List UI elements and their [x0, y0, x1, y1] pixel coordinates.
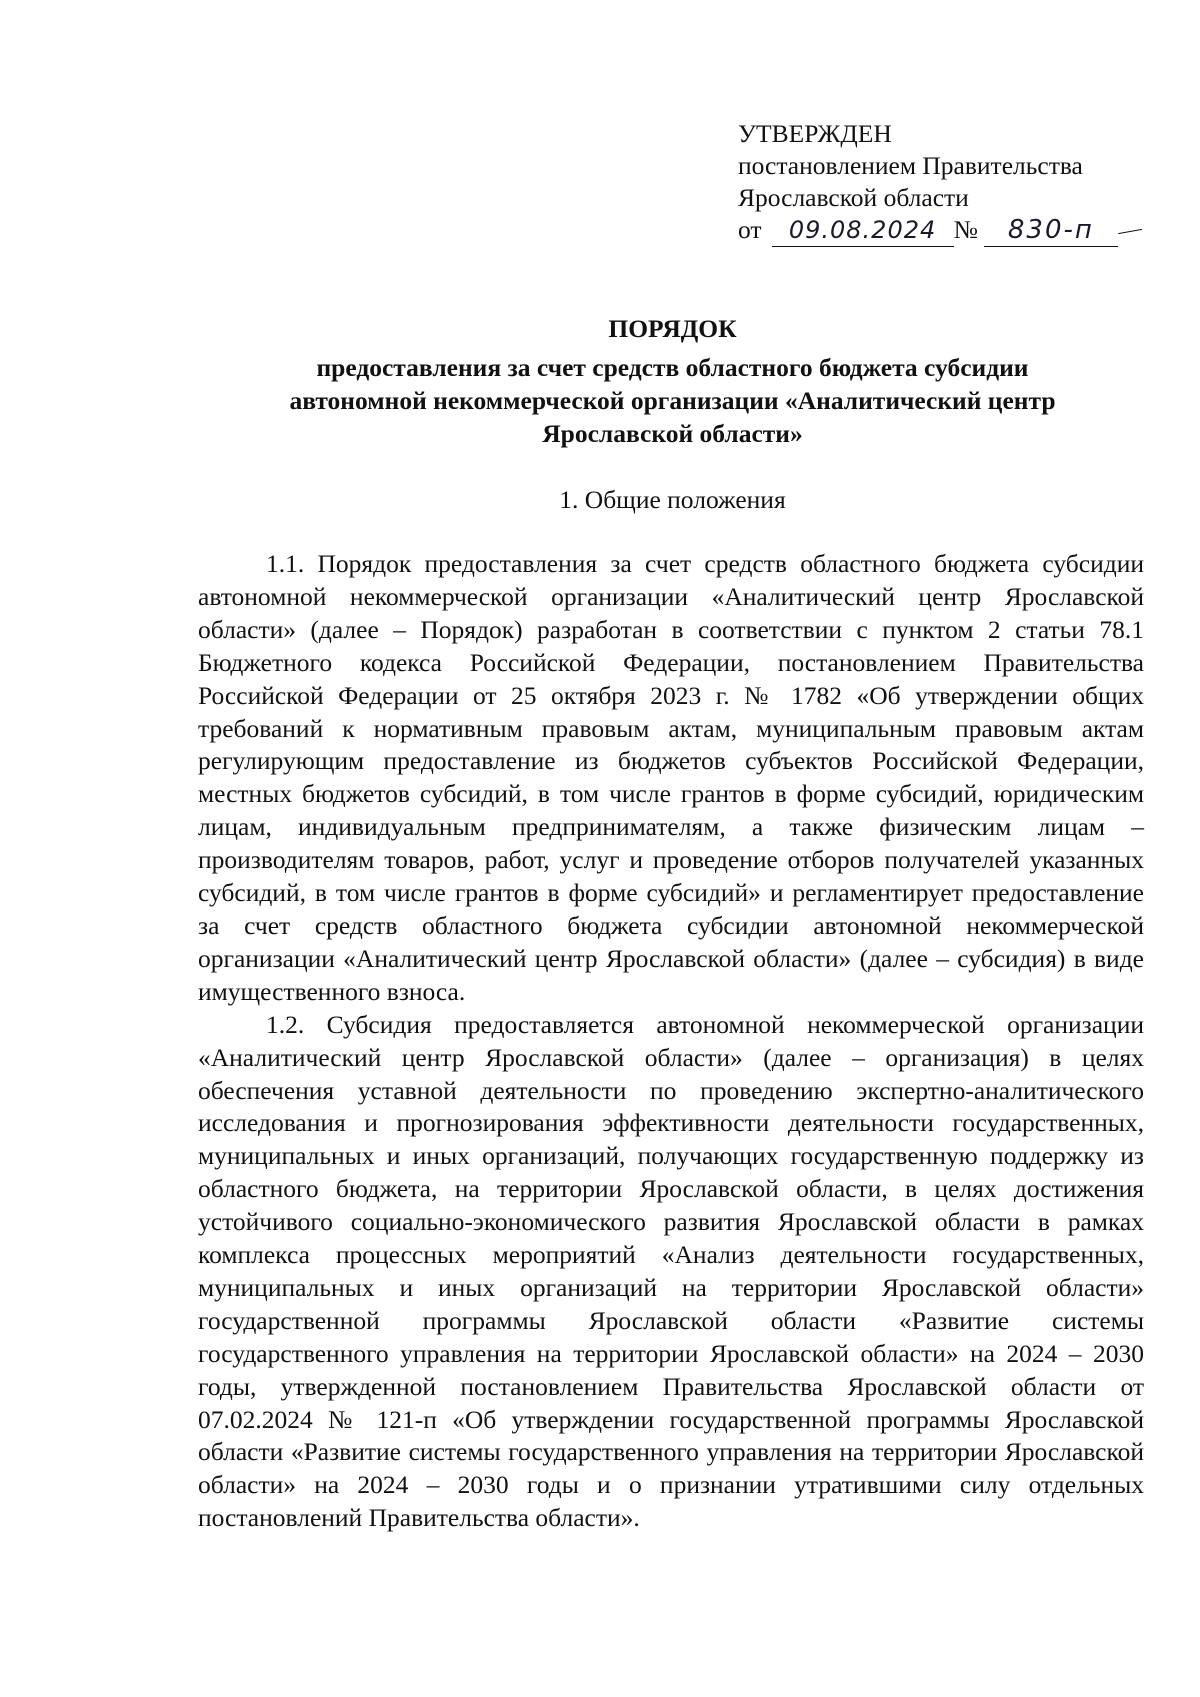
document-body — [198, 548, 1144, 1535]
underline-tail — [1118, 228, 1142, 234]
approval-region-line: Ярославской области — [738, 183, 969, 212]
number-sign: № — [953, 215, 978, 244]
approval-date-line — [738, 214, 1168, 247]
approval-heading: УТВЕРЖДЕН — [738, 119, 892, 148]
paragraph-1-1: 1.1. Порядок предоставления за счет средств областного бюджета субсидии автономной некоммерческой организации «Аналитический центр Ярославской области» (далее – Порядок) разработан в соответствии с пунктом 2 статьи 78.1 Бюджетного кодекса Российской Федерации, постановлением Правительства Российской Федерации от 25 октября 2023 г. № 1782 «Об утверждении общих требований к нормативным правовым актам, муниципальным правовым актам регулирующим предоставление из бюджетов субъектов Российской Федерации, местных бюджетов субсидий, в том числе грантов в форме субсидий, юридическим лицам, индивидуальным предпринимателям, а также физическим лицам – производителям товаров, работ, услуг и проведение отборов получателей указанных субсидий, в том числе грантов в форме субсидий» и регламентирует предоставление за счет средств областного бюджета субсидии автономной некоммерческой организации «Аналитический центр Ярославской области» (далее – субсидия) в виде имущественного взноса. — [198, 549, 1144, 1006]
handwritten-number: 830-п — [984, 214, 1118, 247]
document-subtitle-line-2: автономной некоммерческой организации «Аналитический центр — [289, 386, 1056, 415]
document-title-block — [200, 312, 1145, 450]
document-kind: ПОРЯДОК — [608, 314, 737, 343]
approval-authority-line: постановлением Правительства — [738, 151, 1083, 180]
section-heading: 1. Общие положения — [559, 485, 786, 514]
date-prefix: от — [738, 215, 762, 244]
paragraph-1-2: 1.2. Субсидия предоставляется автономной некоммерческой организации «Аналитический центр Ярославской области» (далее – организация) в целях обеспечения уставной деятельности по проведению экспертно-аналитического исследования и прогнозирования эффективности деятельности государственных, муниципальных и иных организаций, получающих государственную поддержку из областного бюджета, на территории Ярославской области, в целях достижения устойчивого социально-экономического развития Ярославской области в рамках комплекса процессных мероприятий «Анализ деятельности государственных, муниципальных и иных организаций на территории Ярославской области» государственной программы Ярославской области «Развитие системы государственного управления на территории Ярославской области» на 2024 – 2030 годы, утвержденной постановлением Правительства Ярославской области от 07.02.2024 № 121-п «Об утверждении государственной программы Ярославской области «Развитие системы государственного управления на территории Ярославской области» на 2024 – 2030 годы и о признании утратившими силу отдельных постановлений Правительства области». — [198, 1009, 1144, 1533]
document-subtitle-line-3: Ярославской области» — [542, 419, 803, 448]
document-subtitle-line-1: предоставления за счет средств областного бюджета субсидии — [316, 353, 1029, 382]
approval-block — [738, 118, 1168, 247]
handwritten-date: 09.08.2024 — [772, 214, 954, 247]
